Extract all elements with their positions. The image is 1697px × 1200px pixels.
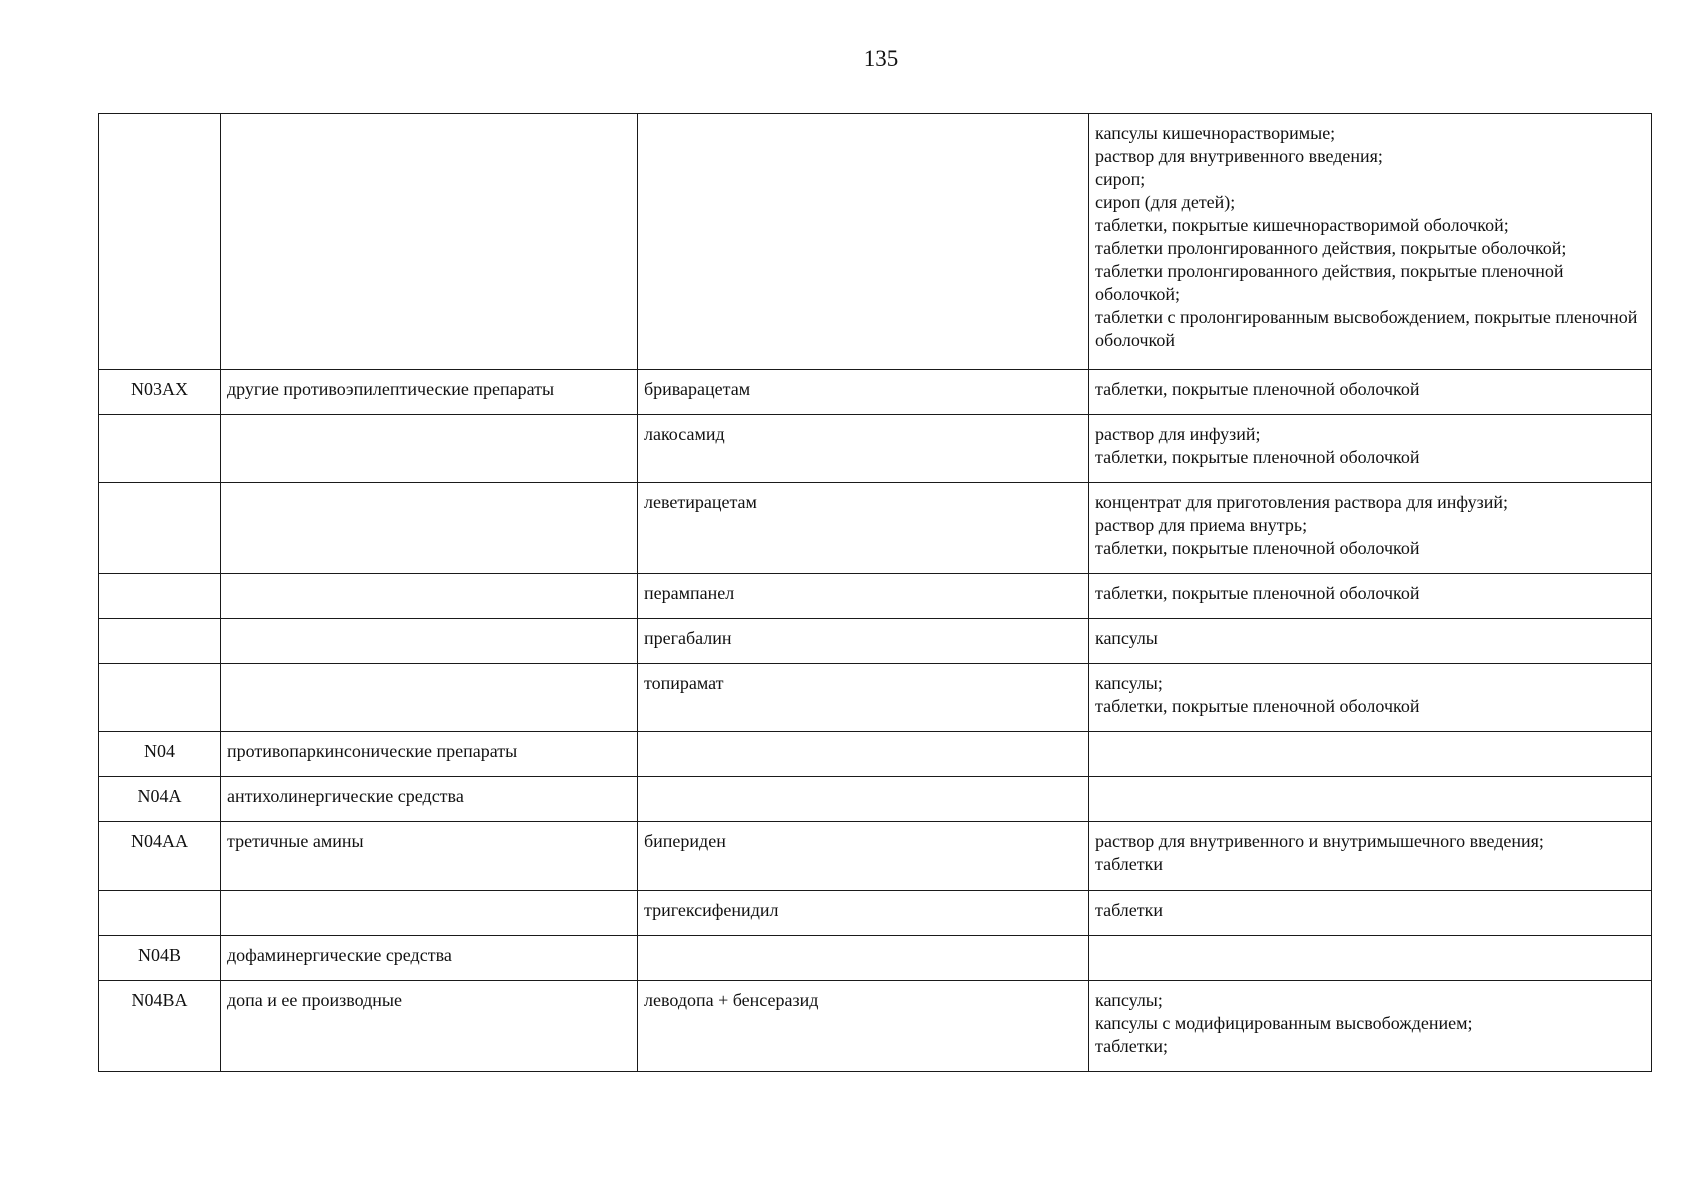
atc-code-cell: N04BA xyxy=(99,981,221,1072)
table-row xyxy=(99,415,1652,483)
drug-name-cell: перампанел xyxy=(638,574,1089,619)
drug-name-cell: лакосамид xyxy=(638,415,1089,483)
group-name-cell: дофаминергические средства xyxy=(221,936,638,981)
drug-name-cell: бипериден xyxy=(638,822,1089,891)
atc-code-cell xyxy=(99,891,221,936)
table-row xyxy=(99,981,1652,1072)
dosage-forms-cell xyxy=(1089,732,1652,777)
drug-name-cell: леводопа + бенсеразид xyxy=(638,981,1089,1072)
group-name-cell: другие противоэпилептические препараты xyxy=(221,370,638,415)
group-name-cell xyxy=(221,664,638,732)
drug-name-cell: тригексифенидил xyxy=(638,891,1089,936)
medication-table xyxy=(98,113,1652,1072)
table-row xyxy=(99,114,1652,370)
atc-code-cell: N04 xyxy=(99,732,221,777)
drug-name-cell: леветирацетам xyxy=(638,483,1089,574)
group-name-cell xyxy=(221,891,638,936)
atc-code-cell xyxy=(99,619,221,664)
dosage-forms-cell: таблетки, покрытые пленочной оболочкой xyxy=(1089,574,1652,619)
drug-name-cell: топирамат xyxy=(638,664,1089,732)
group-name-cell xyxy=(221,574,638,619)
group-name-cell xyxy=(221,619,638,664)
table-row xyxy=(99,574,1652,619)
table-row xyxy=(99,732,1652,777)
atc-code-cell xyxy=(99,483,221,574)
drug-name-cell xyxy=(638,936,1089,981)
atc-code-cell xyxy=(99,415,221,483)
dosage-forms-cell: капсулы xyxy=(1089,619,1652,664)
group-name-cell: антихолинергические средства xyxy=(221,777,638,822)
dosage-forms-cell xyxy=(1089,936,1652,981)
table-row xyxy=(99,777,1652,822)
dosage-forms-cell: раствор для внутривенного и внутримышечного введения; таблетки xyxy=(1089,822,1652,891)
atc-code-cell: N04B xyxy=(99,936,221,981)
dosage-forms-cell: капсулы; таблетки, покрытые пленочной оболочкой xyxy=(1089,664,1652,732)
atc-code-cell xyxy=(99,664,221,732)
drug-name-cell: бриварацетам xyxy=(638,370,1089,415)
table-row xyxy=(99,619,1652,664)
atc-code-cell xyxy=(99,114,221,370)
table-row xyxy=(99,370,1652,415)
dosage-forms-cell: капсулы кишечнорастворимые; раствор для внутривенного введения; сироп; сироп (для детей); таблетки, покрытые кишечнорастворимой оболочкой; таблетки пролонгированного действия, покрытые оболочкой; таблетки пролонгированного действия, покрытые пленочной оболочкой; таблетки с пролонгированным высвобождением, покрытые пленочной оболочкой xyxy=(1089,114,1652,370)
atc-code-cell: N03AX xyxy=(99,370,221,415)
group-name-cell: третичные амины xyxy=(221,822,638,891)
table-row xyxy=(99,822,1652,891)
group-name-cell xyxy=(221,114,638,370)
drug-name-cell: прегабалин xyxy=(638,619,1089,664)
atc-code-cell xyxy=(99,574,221,619)
group-name-cell xyxy=(221,483,638,574)
drug-name-cell xyxy=(638,732,1089,777)
group-name-cell xyxy=(221,415,638,483)
dosage-forms-cell: таблетки, покрытые пленочной оболочкой xyxy=(1089,370,1652,415)
table-row xyxy=(99,891,1652,936)
atc-code-cell: N04A xyxy=(99,777,221,822)
dosage-forms-cell: концентрат для приготовления раствора для инфузий; раствор для приема внутрь; таблетки, покрытые пленочной оболочкой xyxy=(1089,483,1652,574)
dosage-forms-cell: капсулы; капсулы с модифицированным высвобождением; таблетки; xyxy=(1089,981,1652,1072)
table-row xyxy=(99,664,1652,732)
group-name-cell: допа и ее производные xyxy=(221,981,638,1072)
table-row xyxy=(99,936,1652,981)
dosage-forms-cell: таблетки xyxy=(1089,891,1652,936)
atc-code-cell: N04AA xyxy=(99,822,221,891)
drug-name-cell xyxy=(638,777,1089,822)
dosage-forms-cell xyxy=(1089,777,1652,822)
table-row xyxy=(99,483,1652,574)
group-name-cell: противопаркинсонические препараты xyxy=(221,732,638,777)
page-number: 135 xyxy=(863,46,899,71)
drug-name-cell xyxy=(638,114,1089,370)
dosage-forms-cell: раствор для инфузий; таблетки, покрытые пленочной оболочкой xyxy=(1089,415,1652,483)
